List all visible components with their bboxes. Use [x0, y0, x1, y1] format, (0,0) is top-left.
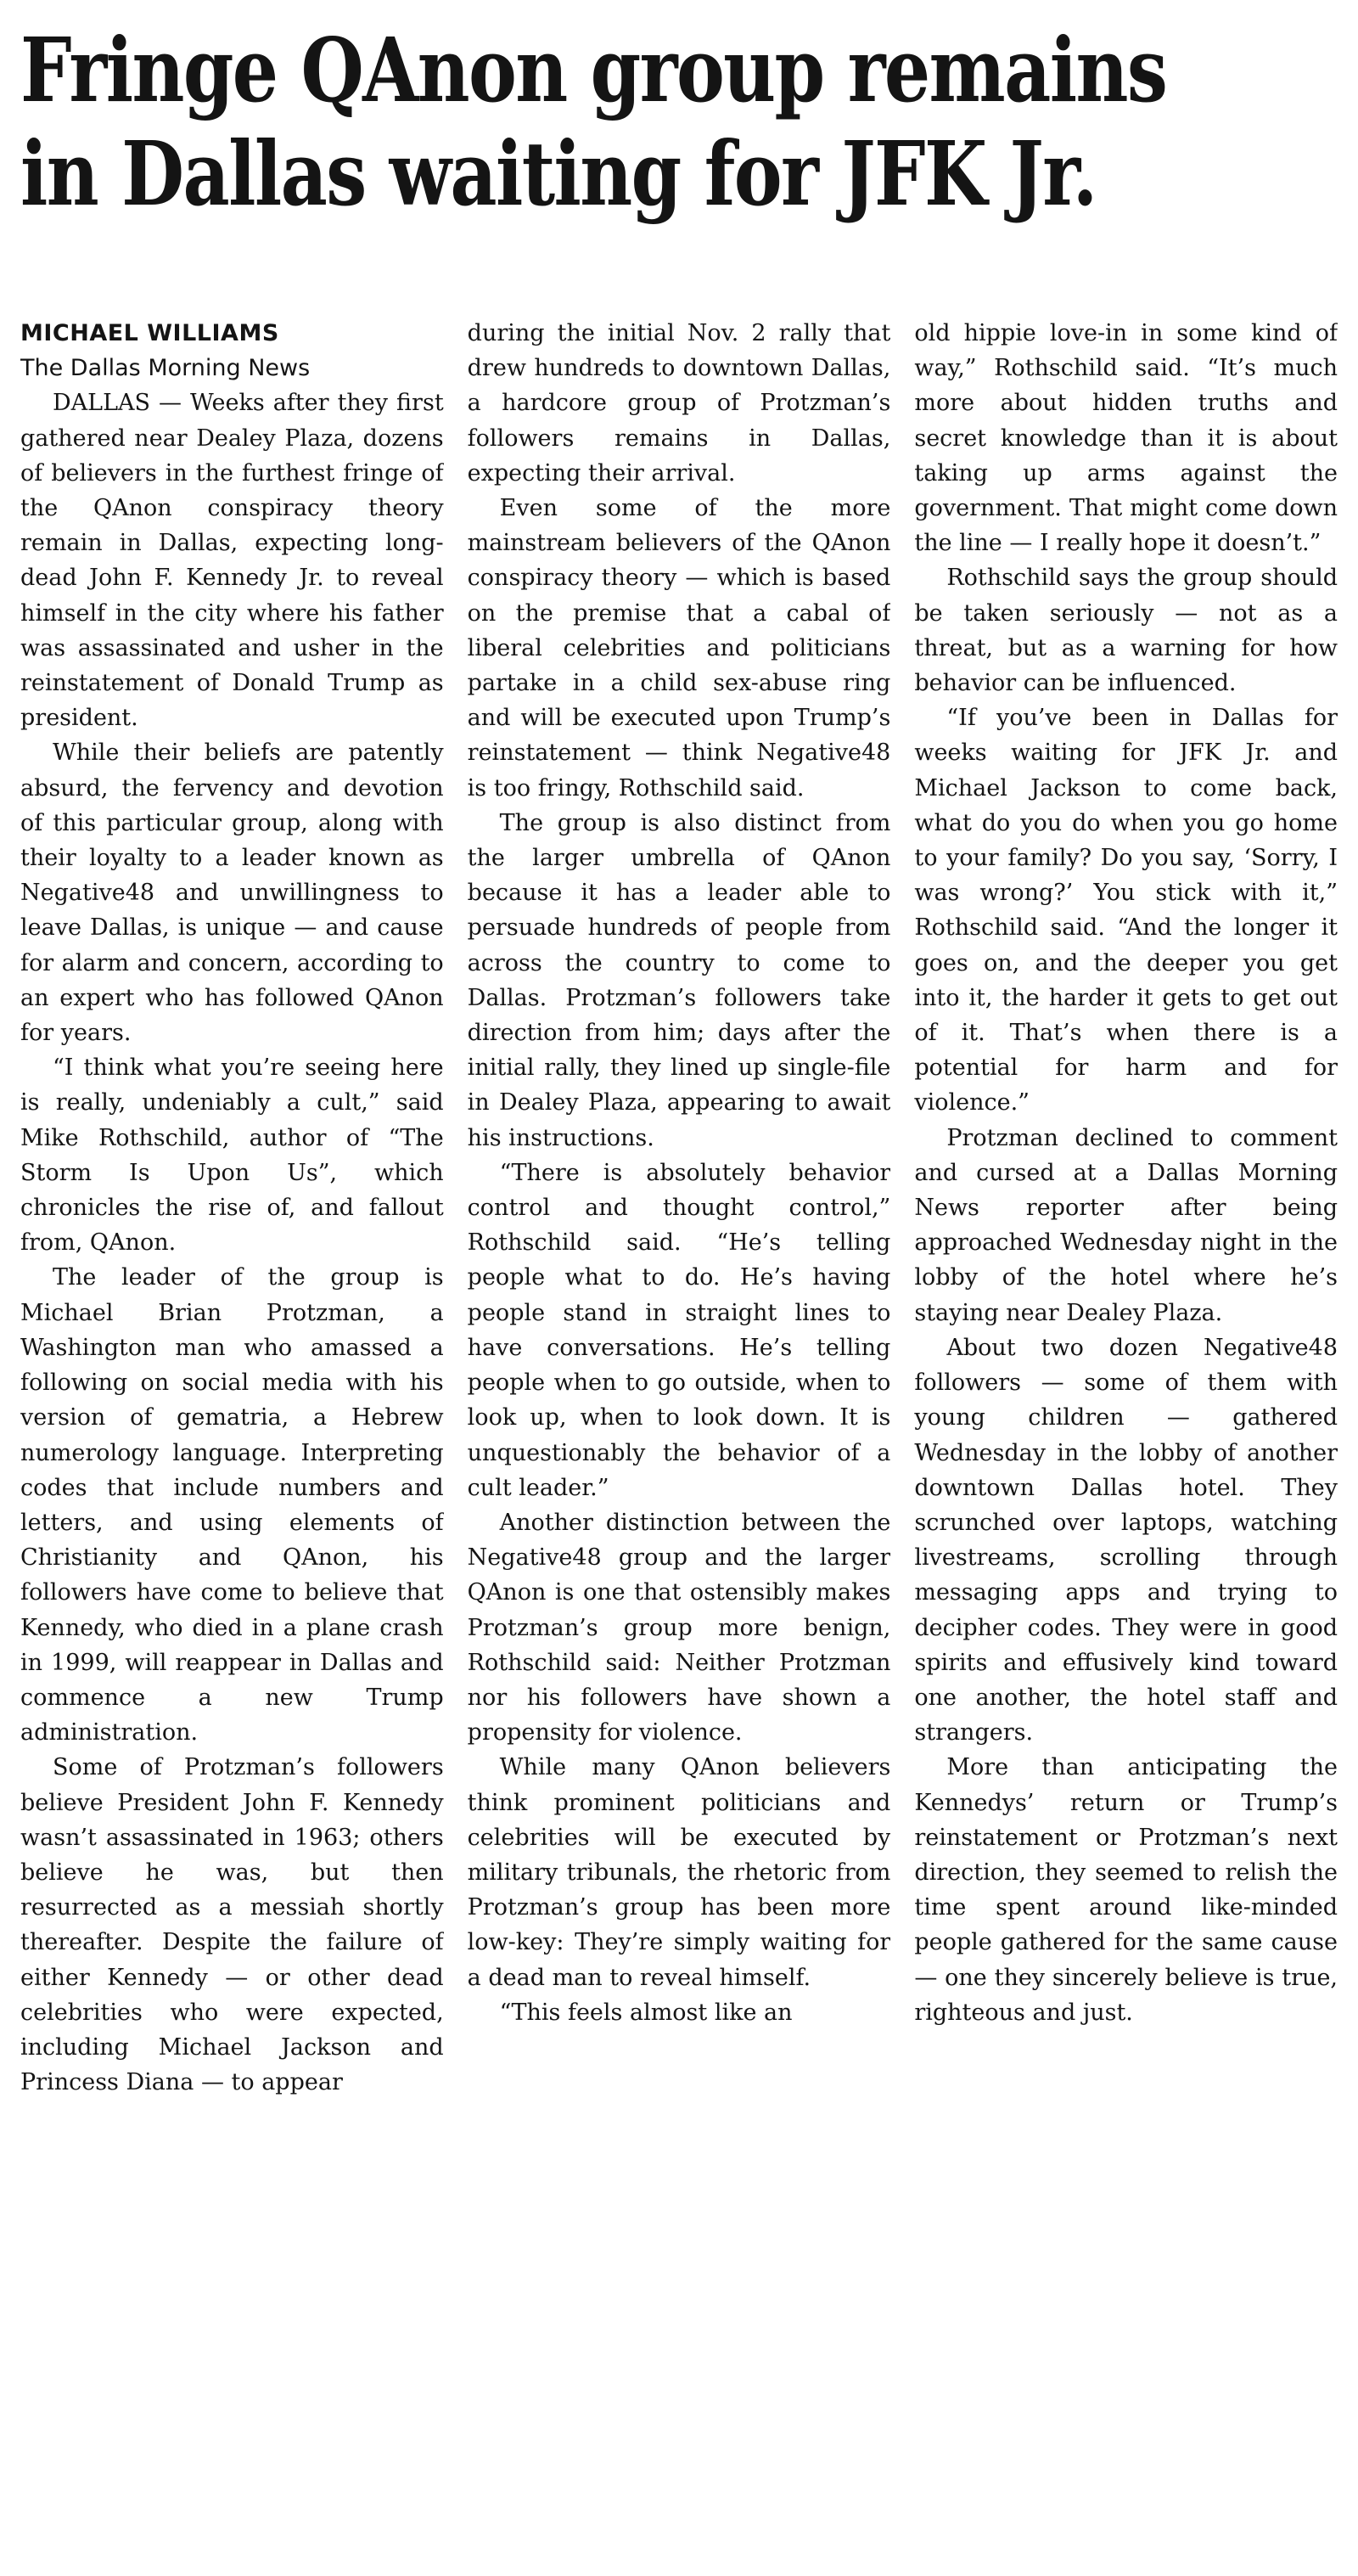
- paragraph: The group is also distinct from the larger umbrella of QAnon because it has a leader able to persuade hundreds of people from across the country to come to Dallas. Protzman’s followers take direction from him; days after the initial rally, they lined up single-file in Dealey Plaza, appearing to await his instructions.: [467, 809, 891, 1151]
- column-3: [914, 316, 1338, 2557]
- paragraph: While their beliefs are patently absurd, the fervency and devotion of this particular group, along with their loyalty to a leader known as Negative48 and unwillingness to leave Dallas, is unique — and cause for alarm and concern, according to an expert who has followed QAnon for years.: [20, 740, 444, 1047]
- paragraph: DALLAS — Weeks after they first gathered near Dealey Plaza, dozens of believers in the furthest fringe of the QAnon conspiracy theory remain in Dallas, expecting long-dead John F. Kennedy Jr. to reveal himself in the city where his father was assassinated and usher in the reinstatement of Donald Trump as president.: [20, 390, 444, 732]
- headline: [20, 19, 1336, 226]
- paragraph: Rothschild says the group should be taken seriously — not as a threat, but as a warning for how behavior can be influenced.: [914, 565, 1338, 697]
- paragraph: Protzman declined to comment and cursed at a Dallas Morning News reporter after being approached Wednesday night in the lobby of the hotel where he’s staying near Dealey Plaza.: [914, 1124, 1338, 1326]
- paragraph: “There is absolutely behavior control and thought control,” Rothschild said. “He’s telling people what to do. He’s having people stand in straight lines to have conversations. He’s telling people when to go outside, when to look up, when to look down. It is unquestionably the behavior of a cult leader.”: [467, 1159, 891, 1501]
- byline-publication: The Dallas Morning News: [20, 355, 311, 382]
- paragraph: “I think what you’re seeing here is really, undeniably a cult,” said Mike Rothschild, author of “The Storm Is Upon Us”, which chronicles the rise of, and fallout from, QAnon.: [20, 1055, 444, 1257]
- column-2: [468, 316, 891, 2557]
- paragraph: during the initial Nov. 2 rally that drew hundreds to downtown Dallas, a hardcore group of Protzman’s followers remains in Dallas, expecting their arrival.: [467, 320, 891, 487]
- paragraph: The leader of the group is Michael Brian Protzman, a Washington man who amassed a following on social media with his version of gematria, a Hebrew numerology language. Interpreting codes that include numbers and letters, and using elements of Christianity and QAnon, his followers have come to believe that Kennedy, who died in a plane crash in 1999, will reappear in Dallas and commence a new Trump administration.: [20, 1264, 444, 1746]
- article-body: [20, 316, 1338, 2557]
- headline-line-2: in Dallas waiting for JFK Jr.: [20, 121, 1097, 226]
- paragraph: More than anticipating the Kennedys’ return or Trump’s reinstatement or Protzman’s next direction, they seemed to relish the time spent around like-minded people gathered for the same cause — one they sincerely believe is true, righteous and just.: [914, 1754, 1338, 2026]
- paragraph: Another distinction between the Negative48 group and the larger QAnon is one that ostensibly makes Protzman’s group more benign, Rothschild said: Neither Protzman nor his followers have shown a propensity for violence.: [467, 1509, 891, 1746]
- paragraph: About two dozen Negative48 followers — some of them with young children — gathered Wednesday in the lobby of another downtown Dallas hotel. They scrunched over laptops, watching livestreams, scrolling through messaging apps and trying to decipher codes. They were in good spirits and effusively kind toward one another, the hotel staff and strangers.: [914, 1334, 1338, 1746]
- paragraph: While many QAnon believers think prominent politicians and celebrities will be executed by military tribunals, the rhetoric from Protzman’s group has been more low-key: They’re simply waiting for a dead man to reveal himself.: [467, 1754, 891, 1991]
- paragraph: Some of Protzman’s followers believe President John F. Kennedy wasn’t assassinated in 1963; others believe he was, but then resurrected as a messiah shortly thereafter. Despite the failure of either Kennedy — or other dead celebrities who were expected, including Michael Jackson and Princess Diana — to appear: [20, 1754, 444, 2096]
- paragraph: Even some of the more mainstream believers of the QAnon conspiracy theory — which is based on the premise that a cabal of liberal celebrities and politicians partake in a child sex-abuse ring and will be executed upon Trump’s reinstatement — think Negative48 is too fringy, Rothschild said.: [467, 495, 891, 801]
- paragraph: “If you’ve been in Dallas for weeks waiting for JFK Jr. and Michael Jackson to come back, what do you do when you go home to your family? Do you say, ‘Sorry, I was wrong?’ You stick with it,” Rothschild said. “And the longer it goes on, and the deeper you get into it, the harder it gets to get out of it. That’s when there is a potential for harm and for violence.”: [914, 705, 1338, 1116]
- headline-line-1: Fringe QAnon group remains: [20, 18, 1167, 122]
- byline-author: MICHAEL WILLIAMS: [20, 320, 279, 346]
- paragraph: “This feels almost like an: [499, 1999, 793, 2026]
- column-1: [20, 316, 444, 2557]
- paragraph: old hippie love-in in some kind of way,” Rothschild said. “It’s much more about hidden truths and secret knowledge than it is about taking up arms against the government. That might come down the line — I really hope it doesn’t.”: [914, 320, 1338, 557]
